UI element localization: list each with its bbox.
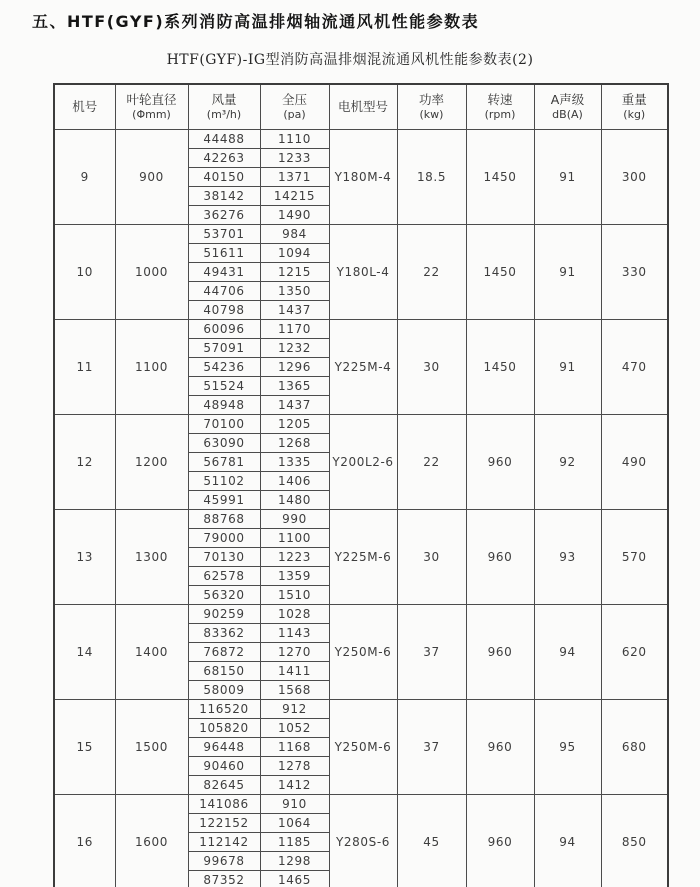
- pressure-cell: 1437: [260, 300, 329, 319]
- speed-cell: 1450: [466, 319, 534, 414]
- airflow-cell: 45991: [188, 490, 260, 509]
- speed-cell: 960: [466, 509, 534, 604]
- speed-cell: 1450: [466, 224, 534, 319]
- airflow-cell: 40150: [188, 167, 260, 186]
- table-subtitle: HTF(GYF)-IG型消防高温排烟混流通风机性能参数表(2): [166, 52, 534, 68]
- motor-model-cell: Y225M-6: [329, 509, 397, 604]
- page-title: 五、HTF(GYF)系列消防高温排烟轴流通风机性能参数表: [32, 12, 480, 31]
- header-label: 电机型号: [337, 99, 388, 115]
- impeller-diameter-cell: 1400: [115, 604, 188, 699]
- pressure-cell: 1232: [260, 338, 329, 357]
- airflow-cell: 62578: [188, 566, 260, 585]
- pressure-cell: 1270: [260, 642, 329, 661]
- weight-cell: 620: [601, 604, 668, 699]
- impeller-diameter-cell: 1000: [115, 224, 188, 319]
- power-cell: 18.5: [397, 129, 466, 224]
- column-header-noise-level: [534, 84, 601, 129]
- weight-cell: 850: [601, 794, 668, 887]
- airflow-cell: 51611: [188, 243, 260, 262]
- impeller-diameter-cell: 900: [115, 129, 188, 224]
- weight-cell: 300: [601, 129, 668, 224]
- airflow-cell: 112142: [188, 832, 260, 851]
- impeller-diameter-cell: 1600: [115, 794, 188, 887]
- motor-model-cell: Y250M-6: [329, 604, 397, 699]
- airflow-cell: 76872: [188, 642, 260, 661]
- impeller-diameter-cell: 1500: [115, 699, 188, 794]
- pressure-cell: 1465: [260, 870, 329, 887]
- airflow-cell: 38142: [188, 186, 260, 205]
- pressure-cell: 1406: [260, 471, 329, 490]
- table-row: [54, 604, 668, 623]
- airflow-cell: 44488: [188, 129, 260, 148]
- pressure-cell: 1490: [260, 205, 329, 224]
- header-unit: (Φmm): [132, 107, 171, 121]
- machine-no-cell: 14: [54, 604, 115, 699]
- pressure-cell: 912: [260, 699, 329, 718]
- column-header-airflow: [188, 84, 260, 129]
- header-unit: dB(A): [552, 107, 583, 121]
- header-label: 叶轮直径: [126, 91, 177, 107]
- pressure-cell: 1233: [260, 148, 329, 167]
- airflow-cell: 70130: [188, 547, 260, 566]
- column-header-machine-no: [54, 84, 115, 129]
- pressure-cell: 910: [260, 794, 329, 813]
- pressure-cell: 1437: [260, 395, 329, 414]
- airflow-cell: 40798: [188, 300, 260, 319]
- airflow-cell: 99678: [188, 851, 260, 870]
- weight-cell: 490: [601, 414, 668, 509]
- motor-model-cell: Y200L2-6: [329, 414, 397, 509]
- motor-model-cell: Y180M-4: [329, 129, 397, 224]
- airflow-cell: 36276: [188, 205, 260, 224]
- airflow-cell: 96448: [188, 737, 260, 756]
- noise-level-cell: 95: [534, 699, 601, 794]
- column-header-pressure: [260, 84, 329, 129]
- table-row: [54, 224, 668, 243]
- speed-cell: 1450: [466, 129, 534, 224]
- pressure-cell: 1052: [260, 718, 329, 737]
- airflow-cell: 83362: [188, 623, 260, 642]
- pressure-cell: 1064: [260, 813, 329, 832]
- header-unit: (rpm): [484, 107, 516, 121]
- table-row: [54, 794, 668, 813]
- header-unit: (kw): [419, 107, 444, 121]
- power-cell: 22: [397, 224, 466, 319]
- column-header-speed: [466, 84, 534, 129]
- power-cell: 37: [397, 699, 466, 794]
- pressure-cell: 1296: [260, 357, 329, 376]
- power-cell: 30: [397, 509, 466, 604]
- header-label: 转速: [487, 91, 513, 107]
- pressure-cell: 1371: [260, 167, 329, 186]
- pressure-cell: 1411: [260, 661, 329, 680]
- power-cell: 30: [397, 319, 466, 414]
- airflow-cell: 42263: [188, 148, 260, 167]
- motor-model-cell: Y250M-6: [329, 699, 397, 794]
- airflow-cell: 116520: [188, 699, 260, 718]
- pressure-cell: 1568: [260, 680, 329, 699]
- table-row: [54, 129, 668, 148]
- machine-no-cell: 13: [54, 509, 115, 604]
- airflow-cell: 58009: [188, 680, 260, 699]
- pressure-cell: 1268: [260, 433, 329, 452]
- header-unit: (m³/h): [206, 107, 242, 121]
- table-row: [54, 509, 668, 528]
- airflow-cell: 82645: [188, 775, 260, 794]
- airflow-cell: 51102: [188, 471, 260, 490]
- airflow-cell: 48948: [188, 395, 260, 414]
- airflow-cell: 70100: [188, 414, 260, 433]
- motor-model-cell: Y225M-4: [329, 319, 397, 414]
- pressure-cell: 1028: [260, 604, 329, 623]
- airflow-cell: 90259: [188, 604, 260, 623]
- pressure-cell: 1168: [260, 737, 329, 756]
- speed-cell: 960: [466, 604, 534, 699]
- header-label: 全压: [281, 91, 307, 107]
- pressure-cell: 1365: [260, 376, 329, 395]
- machine-no-cell: 16: [54, 794, 115, 887]
- noise-level-cell: 94: [534, 794, 601, 887]
- header-label: 机号: [72, 99, 98, 115]
- pressure-cell: 1205: [260, 414, 329, 433]
- weight-cell: 330: [601, 224, 668, 319]
- speed-cell: 960: [466, 699, 534, 794]
- power-cell: 22: [397, 414, 466, 509]
- column-header-weight: [601, 84, 668, 129]
- airflow-cell: 60096: [188, 319, 260, 338]
- fan-performance-table: [53, 83, 669, 887]
- pressure-cell: 1223: [260, 547, 329, 566]
- pressure-cell: 1094: [260, 243, 329, 262]
- speed-cell: 960: [466, 794, 534, 887]
- table-row: [54, 699, 668, 718]
- weight-cell: 470: [601, 319, 668, 414]
- pressure-cell: 1412: [260, 775, 329, 794]
- pressure-cell: 1350: [260, 281, 329, 300]
- column-header-motor-model: [329, 84, 397, 129]
- speed-cell: 960: [466, 414, 534, 509]
- airflow-cell: 56781: [188, 452, 260, 471]
- noise-level-cell: 94: [534, 604, 601, 699]
- noise-level-cell: 92: [534, 414, 601, 509]
- weight-cell: 570: [601, 509, 668, 604]
- table-header-row: [54, 84, 668, 129]
- machine-no-cell: 11: [54, 319, 115, 414]
- table-header-row: [54, 84, 668, 129]
- column-header-power: [397, 84, 466, 129]
- pressure-cell: 1110: [260, 129, 329, 148]
- header-unit: (pa): [283, 107, 306, 121]
- noise-level-cell: 91: [534, 129, 601, 224]
- airflow-cell: 63090: [188, 433, 260, 452]
- column-header-impeller-diameter: [115, 84, 188, 129]
- airflow-cell: 57091: [188, 338, 260, 357]
- impeller-diameter-cell: 1200: [115, 414, 188, 509]
- pressure-cell: 1359: [260, 566, 329, 585]
- pressure-cell: 1170: [260, 319, 329, 338]
- airflow-cell: 141086: [188, 794, 260, 813]
- header-label: 功率: [418, 91, 444, 107]
- machine-no-cell: 15: [54, 699, 115, 794]
- pressure-cell: 1185: [260, 832, 329, 851]
- airflow-cell: 54236: [188, 357, 260, 376]
- airflow-cell: 87352: [188, 870, 260, 887]
- machine-no-cell: 9: [54, 129, 115, 224]
- airflow-cell: 53701: [188, 224, 260, 243]
- fan-table-body: [54, 129, 668, 887]
- header-label: 风量: [211, 91, 237, 107]
- pressure-cell: 984: [260, 224, 329, 243]
- motor-model-cell: Y180L-4: [329, 224, 397, 319]
- airflow-cell: 90460: [188, 756, 260, 775]
- power-cell: 37: [397, 604, 466, 699]
- power-cell: 45: [397, 794, 466, 887]
- pressure-cell: 14215: [260, 186, 329, 205]
- airflow-cell: 88768: [188, 509, 260, 528]
- pressure-cell: 1143: [260, 623, 329, 642]
- motor-model-cell: Y280S-6: [329, 794, 397, 887]
- airflow-cell: 51524: [188, 376, 260, 395]
- table-row: [54, 319, 668, 338]
- pressure-cell: 1215: [260, 262, 329, 281]
- header-label: 重量: [621, 91, 647, 107]
- header-unit: (kg): [623, 107, 646, 121]
- airflow-cell: 68150: [188, 661, 260, 680]
- airflow-cell: 49431: [188, 262, 260, 281]
- table-row: [54, 414, 668, 433]
- impeller-diameter-cell: 1100: [115, 319, 188, 414]
- pressure-cell: 1335: [260, 452, 329, 471]
- weight-cell: 680: [601, 699, 668, 794]
- machine-no-cell: 10: [54, 224, 115, 319]
- machine-no-cell: 12: [54, 414, 115, 509]
- pressure-cell: 990: [260, 509, 329, 528]
- airflow-cell: 105820: [188, 718, 260, 737]
- pressure-cell: 1278: [260, 756, 329, 775]
- noise-level-cell: 91: [534, 319, 601, 414]
- airflow-cell: 56320: [188, 585, 260, 604]
- pressure-cell: 1298: [260, 851, 329, 870]
- header-label: A声级: [550, 91, 585, 107]
- pressure-cell: 1480: [260, 490, 329, 509]
- pressure-cell: 1510: [260, 585, 329, 604]
- airflow-cell: 122152: [188, 813, 260, 832]
- airflow-cell: 79000: [188, 528, 260, 547]
- noise-level-cell: 93: [534, 509, 601, 604]
- noise-level-cell: 91: [534, 224, 601, 319]
- pressure-cell: 1100: [260, 528, 329, 547]
- airflow-cell: 44706: [188, 281, 260, 300]
- impeller-diameter-cell: 1300: [115, 509, 188, 604]
